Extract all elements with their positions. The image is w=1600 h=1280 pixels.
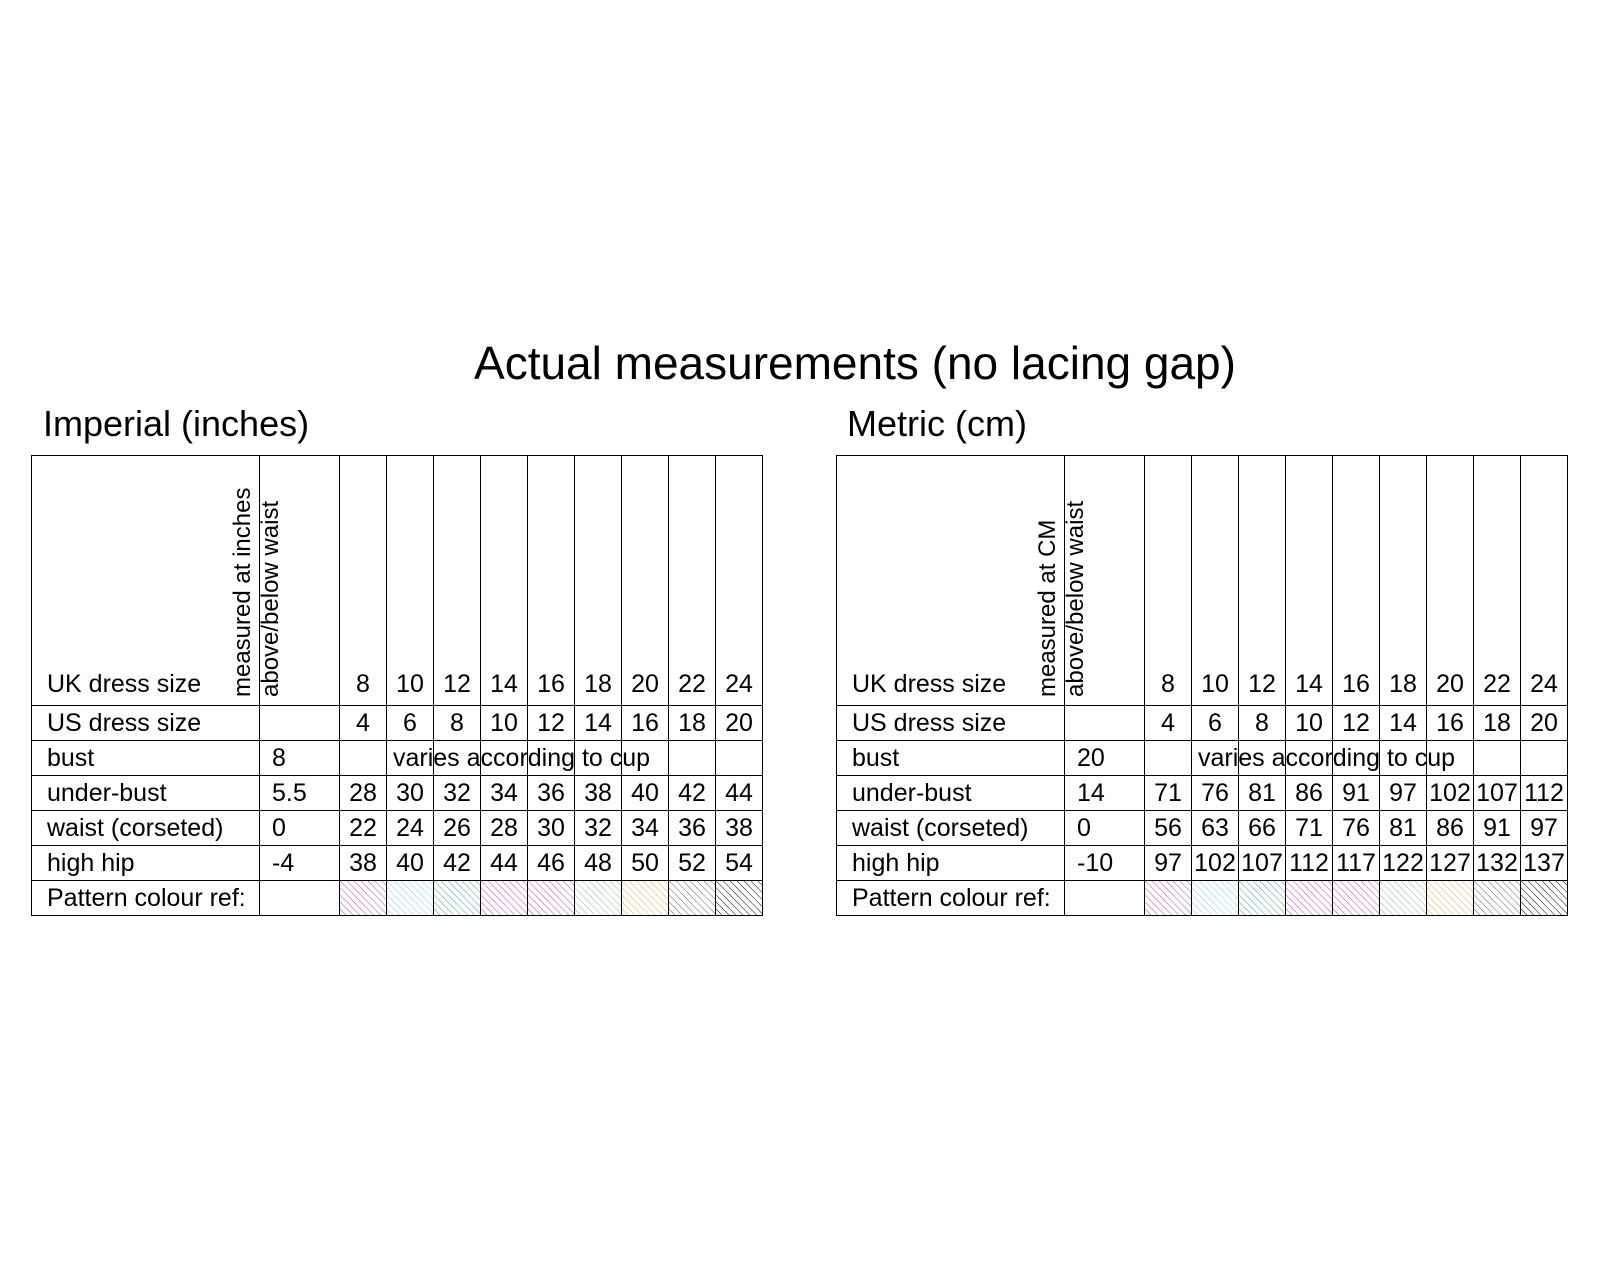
underbust-row [837,776,1568,811]
hip-value: 50 [622,846,669,881]
us-size-value: 10 [1286,706,1333,741]
us-size-value: 12 [528,706,575,741]
us-size-value: 8 [1239,706,1286,741]
bust-offset: 8 [260,741,340,776]
metric-size-table [836,455,1568,916]
bust-value [528,741,575,776]
hip-row [837,846,1568,881]
us-size-value: 20 [716,706,763,741]
bust-label: bust [32,741,260,776]
hip-offset: -4 [260,846,340,881]
pattern-swatch [340,881,387,916]
waist-label: waist (corseted) [837,811,1065,846]
uk-size-label: UK dress size [32,456,260,706]
us-size-offset [1065,706,1145,741]
us-size-value: 16 [622,706,669,741]
waist-value: 38 [716,811,763,846]
metric-section-title: Metric (cm) [847,403,1027,444]
underbust-value: 112 [1521,776,1568,811]
bust-value [481,741,528,776]
bust-value [1286,741,1333,776]
pattern-swatch [622,881,669,916]
underbust-label: under-bust [837,776,1065,811]
waist-offset: 0 [1065,811,1145,846]
hip-value: 107 [1239,846,1286,881]
bust-value [1333,741,1380,776]
waist-value: 30 [528,811,575,846]
underbust-value: 30 [387,776,434,811]
us-size-value: 14 [1380,706,1427,741]
pattern-swatch [481,881,528,916]
pattern-label: Pattern colour ref: [837,881,1065,916]
underbust-value: 34 [481,776,528,811]
uk-size-value: 18 [1380,456,1427,706]
bust-offset: 20 [1065,741,1145,776]
hatch-swatch-icon [1286,881,1332,915]
waist-value: 71 [1286,811,1333,846]
hatch-swatch-icon [1145,881,1191,915]
underbust-value: 42 [669,776,716,811]
underbust-offset: 5.5 [260,776,340,811]
us-size-value: 18 [1474,706,1521,741]
measured-at-header-text: measured at CM above/below waist [1033,500,1089,697]
underbust-value: 28 [340,776,387,811]
bust-note: varies according to cup [393,744,651,772]
waist-value: 63 [1192,811,1239,846]
bust-value [669,741,716,776]
hip-value: 137 [1521,846,1568,881]
bust-value [622,741,669,776]
pattern-row [837,881,1568,916]
pattern-swatch [1286,881,1333,916]
waist-offset: 0 [260,811,340,846]
us-size-value: 4 [1145,706,1192,741]
imperial-section-title: Imperial (inches) [43,403,310,444]
hip-label: high hip [32,846,260,881]
uk-size-value: 12 [1239,456,1286,706]
waist-row [32,811,763,846]
underbust-value: 44 [716,776,763,811]
uk-size-value: 20 [1427,456,1474,706]
hip-value: 48 [575,846,622,881]
hip-value: 54 [716,846,763,881]
hatch-swatch-icon [434,881,480,915]
hip-value: 132 [1474,846,1521,881]
hatch-swatch-icon [1192,881,1238,915]
us-size-row [837,706,1568,741]
waist-row [837,811,1568,846]
uk-size-value: 10 [387,456,434,706]
bust-note: varies according to cup [1198,744,1456,772]
measured-at-header-text: measured at inches above/below waist [228,487,284,697]
us-size-offset [260,706,340,741]
uk-size-value: 22 [669,456,716,706]
us-size-value: 12 [1333,706,1380,741]
pattern-swatch [1474,881,1521,916]
us-size-value: 18 [669,706,716,741]
us-size-value: 8 [434,706,481,741]
uk-size-value: 22 [1474,456,1521,706]
uk-size-value: 14 [481,456,528,706]
underbust-value: 32 [434,776,481,811]
bust-row [837,741,1568,776]
uk-size-value: 16 [528,456,575,706]
bust-value [434,741,481,776]
bust-value [1521,741,1568,776]
page-title: Actual measurements (no lacing gap) [474,337,1236,389]
uk-size-value: 24 [1521,456,1568,706]
bust-value [1474,741,1521,776]
hatch-swatch-icon [1380,881,1426,915]
hatch-swatch-icon [387,881,433,915]
measured-at-header [1033,456,1145,706]
waist-value: 91 [1474,811,1521,846]
pattern-swatch [434,881,481,916]
underbust-value: 40 [622,776,669,811]
pattern-offset [1065,881,1145,916]
bust-value [1192,741,1456,776]
waist-value: 28 [481,811,528,846]
uk-size-value: 16 [1333,456,1380,706]
bust-value [575,741,622,776]
uk-size-value: 18 [575,456,622,706]
waist-label: waist (corseted) [32,811,260,846]
underbust-value: 97 [1380,776,1427,811]
pattern-swatch [1333,881,1380,916]
pattern-swatch [575,881,622,916]
waist-value: 76 [1333,811,1380,846]
uk-size-value: 12 [434,456,481,706]
uk-size-value: 8 [340,456,387,706]
hatch-swatch-icon [1521,881,1567,915]
waist-value: 36 [669,811,716,846]
underbust-value: 36 [528,776,575,811]
uk-size-value: 20 [622,456,669,706]
hip-row [32,846,763,881]
waist-value: 26 [434,811,481,846]
hip-value: 112 [1286,846,1333,881]
hatch-swatch-icon [716,881,762,915]
pattern-swatch [528,881,575,916]
waist-value: 81 [1380,811,1427,846]
pattern-label: Pattern colour ref: [32,881,260,916]
hip-value: 38 [340,846,387,881]
bust-value [1145,741,1192,776]
waist-value: 34 [622,811,669,846]
pattern-swatch [1380,881,1427,916]
hip-value: 46 [528,846,575,881]
us-size-value: 6 [387,706,434,741]
us-size-value: 14 [575,706,622,741]
hip-value: 97 [1145,846,1192,881]
hatch-swatch-icon [528,881,574,915]
underbust-value: 91 [1333,776,1380,811]
underbust-value: 102 [1427,776,1474,811]
underbust-row [32,776,763,811]
underbust-label: under-bust [32,776,260,811]
hip-offset: -10 [1065,846,1145,881]
bust-value [716,741,763,776]
waist-value: 32 [575,811,622,846]
underbust-value: 76 [1192,776,1239,811]
waist-value: 24 [387,811,434,846]
bust-label: bust [837,741,1065,776]
us-size-value: 10 [481,706,528,741]
us-size-value: 4 [340,706,387,741]
pattern-swatch [669,881,716,916]
underbust-value: 86 [1286,776,1333,811]
pattern-row [32,881,763,916]
hip-value: 40 [387,846,434,881]
waist-value: 97 [1521,811,1568,846]
waist-value: 66 [1239,811,1286,846]
pattern-swatch [1192,881,1239,916]
uk-size-label: UK dress size [837,456,1065,706]
us-size-label: US dress size [32,706,260,741]
pattern-swatch [1239,881,1286,916]
underbust-offset: 14 [1065,776,1145,811]
bust-row [32,741,763,776]
uk-size-value: 14 [1286,456,1333,706]
bust-value [387,741,651,776]
us-size-label: US dress size [837,706,1065,741]
hatch-swatch-icon [340,881,386,915]
hip-value: 42 [434,846,481,881]
uk-size-value: 24 [716,456,763,706]
hip-value: 122 [1380,846,1427,881]
uk-size-value: 8 [1145,456,1192,706]
bust-value [1380,741,1427,776]
pattern-swatch [387,881,434,916]
uk-size-value: 10 [1192,456,1239,706]
bust-value [1427,741,1474,776]
waist-value: 56 [1145,811,1192,846]
bust-value [340,741,387,776]
underbust-value: 38 [575,776,622,811]
hatch-swatch-icon [481,881,527,915]
pattern-swatch [1427,881,1474,916]
hatch-swatch-icon [1239,881,1285,915]
uk-size-header-row [837,456,1568,706]
underbust-value: 81 [1239,776,1286,811]
hatch-swatch-icon [669,881,715,915]
hatch-swatch-icon [1333,881,1379,915]
hip-value: 52 [669,846,716,881]
waist-value: 86 [1427,811,1474,846]
waist-value: 22 [340,811,387,846]
measured-at-header [228,456,340,706]
uk-size-header-row [32,456,763,706]
hatch-swatch-icon [1427,881,1473,915]
pattern-swatch [1145,881,1192,916]
hip-value: 117 [1333,846,1380,881]
hip-value: 44 [481,846,528,881]
hip-label: high hip [837,846,1065,881]
pattern-offset [260,881,340,916]
underbust-value: 107 [1474,776,1521,811]
us-size-value: 20 [1521,706,1568,741]
pattern-swatch [1521,881,1568,916]
us-size-value: 6 [1192,706,1239,741]
hip-value: 102 [1192,846,1239,881]
imperial-size-table [31,455,763,916]
hatch-swatch-icon [622,881,668,915]
underbust-value: 71 [1145,776,1192,811]
hip-value: 127 [1427,846,1474,881]
bust-value [1239,741,1286,776]
hatch-swatch-icon [575,881,621,915]
us-size-value: 16 [1427,706,1474,741]
pattern-swatch [716,881,763,916]
us-size-row [32,706,763,741]
hatch-swatch-icon [1474,881,1520,915]
